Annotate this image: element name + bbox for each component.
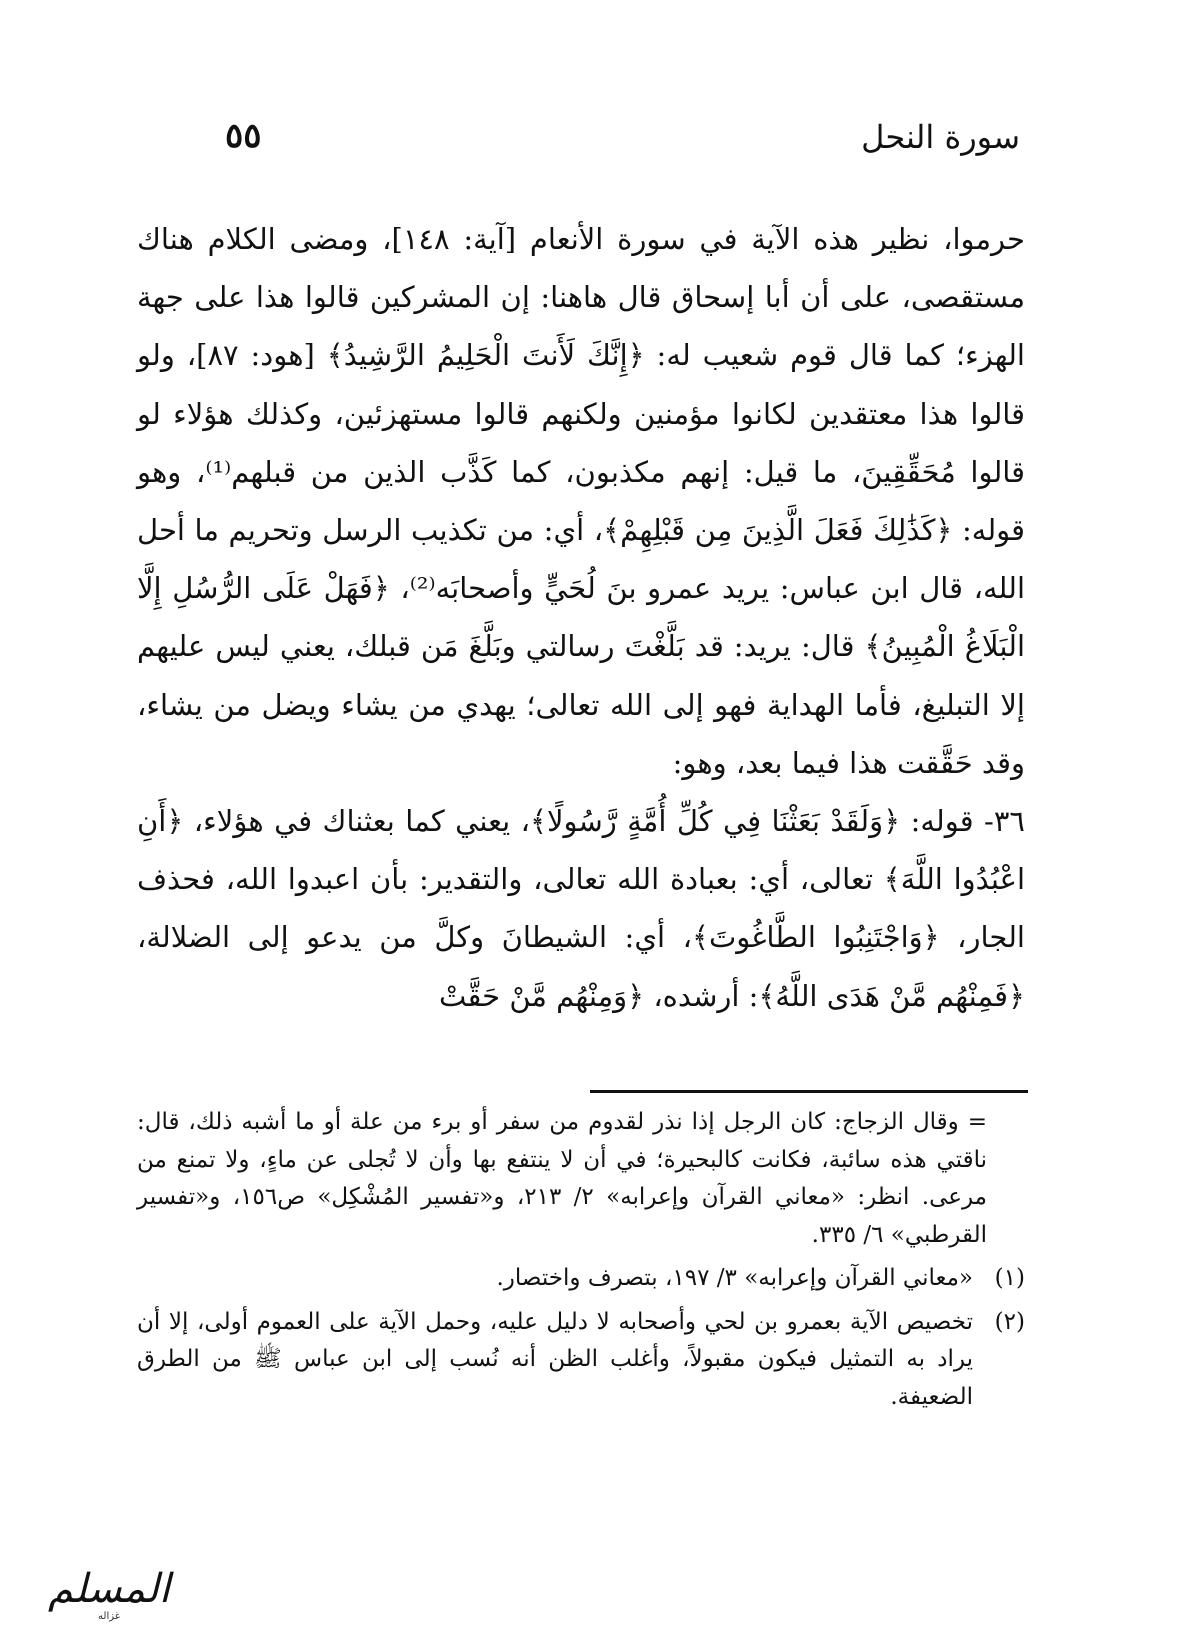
body-paragraph: ٣٦- قوله: ﴿وَلَقَدْ بَعَثْنَا فِي كُلِّ أُمَّةٍ رَّسُولًا﴾، يعني كما بعثناك في هؤلاء، ﴿أَنِ اعْبُدُوا اللَّهَ﴾ تعالى، أي: بعبادة الله تعالى، والتقدير: بأن اعبدوا الله، فحذف الجار، ﴿وَاجْتَنِبُوا الطَّاغُوتَ﴾، أي: الشيطانَ وكلَّ من يدعو إلى الضلالة، ﴿فَمِنْهُم مَّنْ هَدَى اللَّهُ﴾: أرشده، ﴿وَمِنْهُم مَّنْ حَقَّتْ <box>137 804 1025 1013</box>
page-header <box>225 118 1020 168</box>
footnote-item <box>137 1304 1025 1417</box>
footnote-text: «معاني القرآن وإعرابه» ٣/ ١٩٧، بتصرف واختصار. <box>496 1265 973 1291</box>
footnote-item <box>137 1260 1025 1298</box>
logo-subtext: غزاله <box>98 1611 120 1622</box>
main-text <box>137 210 1025 1025</box>
body-paragraph: حرموا، نظير هذه الآية في سورة الأنعام [آية: ١٤٨]، ومضى الكلام هناك مستقصى، على أن أبا إسحاق قال هاهنا: إن المشركين قالوا هذا على جهة الهزء؛ كما قال قوم شعيب له: ﴿إِنَّكَ لَأَنتَ الْحَلِيمُ الرَّشِيدُ﴾ [هود: ٨٧]، ولو قالوا هذا معتقدين لكانوا مؤمنين ولكنهم قالوا مستهزئين، وكذلك هؤلاء لو قالوا مُحَقِّقِينَ، ما قيل: إنهم مكذبون، كما كَذَّب الذين من قبلهم⁽¹⁾، وهو قوله: ﴿كَذَٰلِكَ فَعَلَ الَّذِينَ مِن قَبْلِهِمْ﴾، أي: من تكذيب الرسل وتحريم ما أحل الله، قال ابن عباس: يريد عمرو بنَ لُحَيٍّ وأصحابَه⁽²⁾، ﴿فَهَلْ عَلَى الرُّسُلِ إِلَّا الْبَلَاغُ الْمُبِينُ﴾ قال: يريد: قد بَلَّغْتَ رسالتي وبَلَّغَ مَن قبلك، يعني ليس عليهم إلا التبليغ، فأما الهداية فهو إلى الله تعالى؛ يهدي من يشاء ويضل من يشاء، وقد حَقَّقت هذا فيما بعد، وهو: <box>137 222 1025 780</box>
footnote-number: (٢) <box>994 1308 1025 1335</box>
footnote-text: تخصيص الآية بعمرو بن لحي وأصحابه لا دليل عليه، وحمل الآية على العموم أولى، إلا أن يراد به التمثيل فيكون مقبولاً، وأغلب الظن أنه نُسب إلى ابن عباس ﷺ من الطرق الضعيفة. <box>137 1308 973 1410</box>
footnote-continuation <box>137 1104 1025 1254</box>
footnotes-section <box>137 1104 1025 1422</box>
logo-text: المسلم <box>48 1566 170 1612</box>
surah-title: سورة النحل <box>861 118 1020 156</box>
footnote-number: (١) <box>994 1265 1025 1291</box>
footnote-text: = وقال الزجاج: كان الرجل إذا نذر لقدوم من سفر أو برء من علة أو ما أشبه ذلك، قال: ناقتي هذه سائبة، فكانت كالبحيرة؛ في أن لا ينتفع بها وأن لا تُجلى عن ماءٍ، ولا تمنع من مرعى. انظر: «معاني القرآن وإعرابه» ٢/ ٢١٣، و«تفسير المُشْكِل» ص١٥٦، و«تفسير القرطبي» ٦/ ٣٣٥. <box>137 1109 988 1248</box>
footnote-divider <box>590 1090 1028 1093</box>
publisher-logo <box>14 1567 204 1633</box>
page-number: ٥٥ <box>225 116 262 156</box>
